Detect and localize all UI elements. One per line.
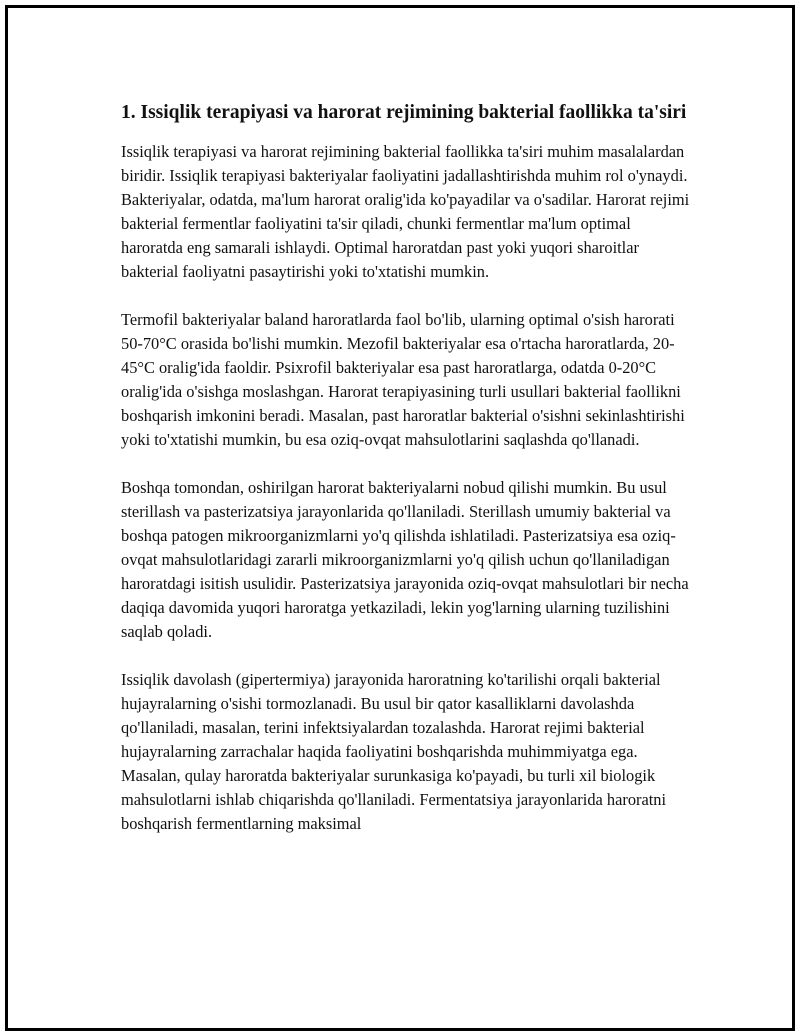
document-body bbox=[121, 100, 691, 860]
paragraph-2: Termofil bakteriyalar baland haroratlarda faol bo'lib, ularning optimal o'sish harorati 50-70°C orasida bo'lishi mumkin. Mezofil bakteriyalar esa o'rtacha haroratlarda, 20-45°C oralig'ida faoldir. Psixrofil bakteriyalar esa past haroratlarga, odatda 0-20°C oralig'ida o'sishga moslashgan. Harorat terapiyasining turli usullari bakterial faollikni boshqarish imkonini beradi. Masalan, past haroratlar bakterial o'sishni sekinlashtirishi yoki to'xtatishi mumkin, bu esa oziq-ovqat mahsulotlarini saqlashda qo'llanadi. bbox=[121, 310, 685, 449]
section-heading: 1. Issiqlik terapiyasi va harorat rejimining bakterial faollikka ta'siri bbox=[121, 102, 687, 123]
page-frame bbox=[5, 5, 795, 1031]
paragraph-3: Boshqa tomondan, oshirilgan harorat bakteriyalarni nobud qilishi mumkin. Bu usul sterillash va pasterizatsiya jarayonlarida qo'llaniladi. Sterillash umumiy bakterial va boshqa patogen mikroorganizmlarni yo'q qilishda ishlatiladi. Pasterizatsiya esa oziq-ovqat mahsulotlaridagi zararli mikroorganizmlarni yo'q qilish uchun qo'llaniladigan haroratdagi isitish usulidir. Pasterizatsiya jarayonida oziq-ovqat mahsulotlari bir necha daqiqa davomida yuqori haroratga yetkaziladi, lekin yog'larning ularning tuzilishini saqlab qoladi. bbox=[121, 478, 689, 641]
paragraph-1: Issiqlik terapiyasi va harorat rejimining bakterial faollikka ta'siri muhim masalalardan biridir. Issiqlik terapiyasi bakteriyalar faoliyatini jadallashtirishda muhim rol o'ynaydi. Bakteriyalar, odatda, ma'lum harorat oralig'ida ko'payadilar va o'sadilar. Harorat rejimi bakterial fermentlar faoliyatini ta'sir qiladi, chunki fermentlar ma'lum optimal haroratda eng samarali ishlaydi. Optimal haroratdan past yoki yuqori sharoitlar bakterial faoliyatni pasaytirishi yoki to'xtatishi mumkin. bbox=[121, 142, 690, 281]
paragraph-4: Issiqlik davolash (gipertermiya) jarayonida haroratning ko'tarilishi orqali bakterial hujayralarning o'sishi tormozlanadi. Bu usul bir qator kasalliklarni davolashda qo'llaniladi, masalan, terini infektsiyalardan tozalashda. Harorat rejimi bakterial hujayralarning zarrachalar haqida faoliyatini boshqarishda muhimmiyatga ega. Masalan, qulay haroratda bakteriyalar surunkasiga ko'payadi, bu turli xil biologik mahsulotlarni ishlab chiqarishda qo'llaniladi. Fermentatsiya jarayonlarida haroratni boshqarish fermentlarning maksimal bbox=[121, 670, 667, 833]
